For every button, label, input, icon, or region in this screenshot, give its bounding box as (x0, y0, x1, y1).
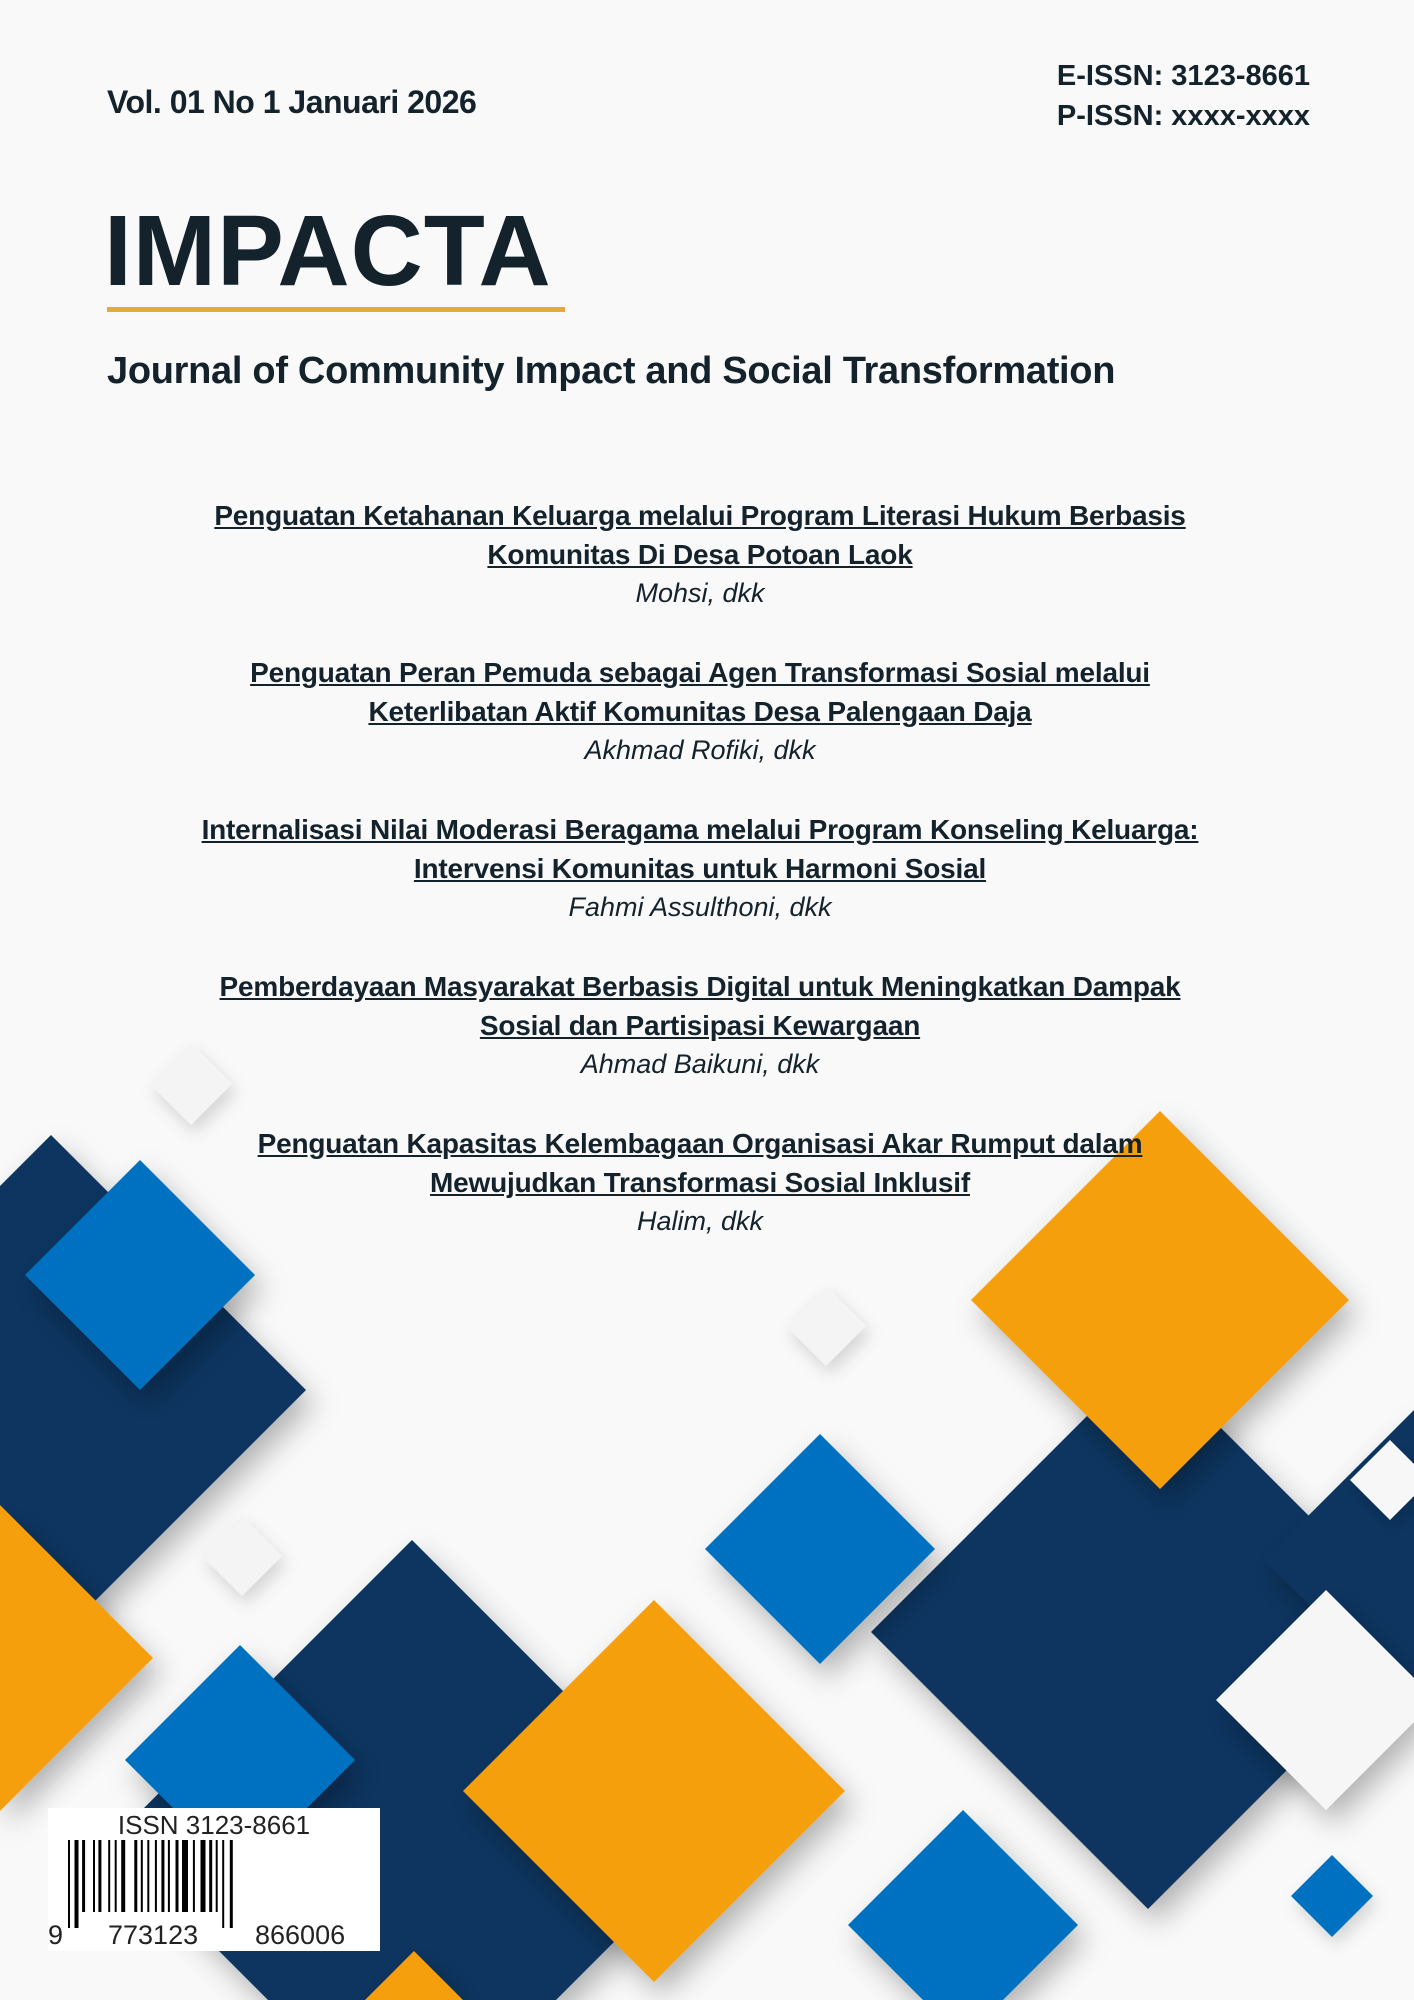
article-author: Ahmad Baikuni, dkk (580, 1049, 820, 1079)
article-item (100, 496, 1300, 653)
e-issn: E-ISSN: 3123-8661 (1056, 60, 1310, 92)
article-title-link[interactable]: Penguatan Kapasitas Kelembagaan Organisasi Akar Rumput dalam Mewujudkan Transformasi Sosial Inklusif (257, 1128, 1143, 1198)
barcode-bar (168, 1840, 170, 1912)
white-diamond-shape (202, 1516, 282, 1596)
barcode-bar (115, 1840, 117, 1912)
barcode-bar (121, 1840, 125, 1912)
barcode-bar (193, 1840, 195, 1912)
article-author: Halim, dkk (636, 1206, 764, 1236)
barcode-bar (201, 1840, 206, 1912)
barcode-bar (147, 1840, 149, 1912)
white-diamond-shape (786, 1286, 866, 1366)
barcode-bar (134, 1840, 137, 1912)
p-issn: P-ISSN: xxxx-xxxx (1056, 100, 1310, 132)
barcode-digits-right: 866006 (255, 1920, 346, 1950)
article-title-link[interactable]: Pemberdayaan Masyarakat Berbasis Digital untuk Meningkatkan Dampak Sosial dan Partisipasi Kewargaan (219, 971, 1181, 1041)
barcode-bar (222, 1840, 224, 1928)
barcode-bar (98, 1840, 101, 1912)
barcode-bar (216, 1840, 218, 1912)
article-title-link[interactable]: Internalisasi Nilai Moderasi Beragama melalui Program Konseling Keluarga: Intervensi Komunitas untuk Harmoni Sosial (201, 814, 1199, 884)
issn-barcode (48, 1808, 380, 1951)
journal-subtitle: Journal of Community Impact and Social Transformation (107, 350, 1116, 392)
barcode-digits-left: 773123 (108, 1920, 199, 1950)
barcode-bar (93, 1840, 95, 1912)
barcode-bar (176, 1840, 179, 1912)
barcode-bar (108, 1840, 110, 1912)
barcode-issn-label: ISSN 3123-8661 (117, 1810, 311, 1840)
title-underline (107, 307, 565, 312)
blue-diamond-shape (1291, 1855, 1373, 1937)
article-item (100, 1124, 1300, 1281)
barcode-bar (82, 1840, 85, 1912)
article-author: Mohsi, dkk (635, 578, 765, 608)
barcode-bar (209, 1840, 212, 1912)
barcode-digit-first: 9 (48, 1920, 64, 1950)
article-author: Fahmi Assulthoni, dkk (568, 892, 832, 922)
barcode-bar (155, 1840, 157, 1912)
barcode-bar (230, 1840, 233, 1928)
barcode-bar (75, 1840, 79, 1928)
barcode-bar (161, 1840, 164, 1912)
barcode-bar (182, 1840, 188, 1912)
article-item (100, 810, 1300, 967)
barcode-bar (68, 1840, 70, 1928)
article-list (100, 496, 1300, 1281)
volume-issue: Vol. 01 No 1 Januari 2026 (107, 84, 477, 120)
issn-block (1057, 56, 1310, 136)
journal-title: IMPACTA (104, 195, 552, 307)
article-title-link[interactable]: Penguatan Ketahanan Keluarga melalui Program Literasi Hukum Berbasis Komunitas Di Desa Potoan Laok (214, 500, 1186, 570)
barcode-bar (141, 1840, 143, 1912)
article-author: Akhmad Rofiki, dkk (584, 735, 816, 765)
barcode-bars (68, 1840, 376, 1928)
article-item (100, 967, 1300, 1124)
article-title-link[interactable]: Penguatan Peran Pemuda sebagai Agen Transformasi Sosial melalui Keterlibatan Aktif Komunitas Desa Palengaan Daja (250, 657, 1150, 727)
blue-diamond-shape (848, 1810, 1078, 2000)
article-item (100, 653, 1300, 810)
